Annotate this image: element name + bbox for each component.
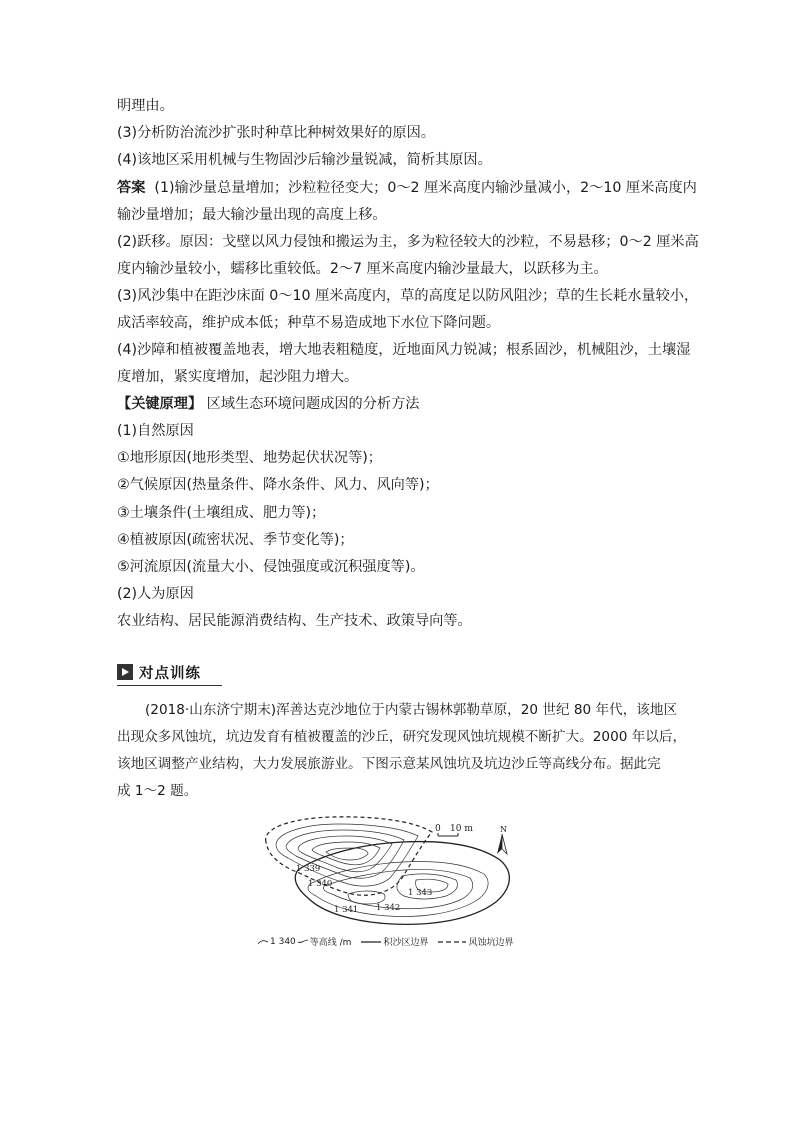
natural-causes-heading: (1)自然原因 — [117, 423, 194, 439]
text-line: 明理由。 — [117, 98, 174, 114]
contour-map-figure — [252, 814, 532, 929]
contour-label: 1 341 — [334, 905, 359, 915]
key-principle-label: 【关键原理】 — [117, 396, 203, 412]
contour-label: 1 340 — [308, 879, 333, 889]
answer-text: (1)输沙量总量增加；沙粒粒径变大；0～2 厘米高度内输沙量减小，2～10 厘米高度内 — [154, 180, 697, 196]
question-4: (4)该地区采用机械与生物固沙后输沙量锐减，简析其原因。 — [117, 152, 492, 168]
contour-label: 1 343 — [408, 888, 433, 898]
list-item: ④植被原因(疏密状况、季节变化等)； — [117, 532, 354, 548]
legend-contour-sample: 1 340 — [270, 936, 296, 947]
answer-line-7: (4)沙障和植被覆盖地表，增大地表粗糙度，近地面风力锐减；根系固沙，机械阻沙，土壤湿 — [117, 342, 691, 358]
dashed-line-icon — [438, 939, 466, 945]
contour-line-symbol-icon — [298, 938, 308, 946]
list-item: ①地形原因(地形类型、地势起伏状况等)； — [117, 450, 382, 466]
section-underline — [117, 685, 222, 686]
question-3: (3)分析防治流沙扩张时种草比种树效果好的原因。 — [117, 125, 436, 141]
answer-line-6: 成活率较高，维护成本低；种草不易造成地下水位下降问题。 — [117, 315, 501, 331]
solid-line-icon — [361, 939, 381, 945]
answer-line-3: (2)跃移。原因：戈壁以风力侵蚀和搬运为主，多为粒径较大的沙粒，不易悬移；0～2 厘米高 — [117, 234, 699, 250]
key-principle-title: 区域生态环境问题成因的分析方法 — [206, 396, 420, 412]
section-header — [117, 660, 222, 684]
figure-legend — [258, 935, 548, 948]
question-stem-line-2: 出现众多风蚀坑，坑边发育有植被覆盖的沙丘，研究发现风蚀坑规模不断扩大。2000 年以后， — [117, 729, 687, 745]
section-title: 对点训练 — [139, 665, 201, 682]
legend-pit-boundary — [438, 935, 513, 948]
answer-line-2: 输沙量增加；最大输沙量出现的高度上移。 — [117, 207, 387, 223]
list-item: ⑤河流原因(流量大小、侵蚀强度或沉积强度等)。 — [117, 559, 425, 575]
list-item: ②气候原因(热量条件、降水条件、风力、风向等)； — [117, 477, 439, 493]
human-causes-heading: (2)人为原因 — [117, 586, 194, 602]
answer-line-4: 度内输沙量较小，蠕移比重较低。2～7 厘米高度内输沙量最大，以跃移为主。 — [117, 261, 608, 277]
question-stem-line-3: 该地区调整产业结构，大力发展旅游业。下图示意某风蚀坑及坑边沙丘等高线分布。据此完 — [117, 756, 661, 772]
legend-contour — [258, 935, 351, 948]
key-principle-line — [117, 394, 697, 414]
wind-pit-boundary — [266, 817, 432, 895]
scale-length-label: 10 m — [450, 824, 473, 834]
list-item: ③土壤条件(土壤组成、肥力等)； — [117, 505, 326, 521]
play-triangle-icon — [117, 664, 133, 680]
legend-contour-text: 等高线 /m — [309, 938, 352, 948]
legend-pit-text: 风蚀坑边界 — [468, 938, 514, 948]
legend-sand-boundary — [361, 935, 428, 948]
contour-label: 1 342 — [376, 903, 401, 913]
answer-label: 答案 — [117, 180, 146, 196]
human-causes-text: 农业结构、居民能源消费结构、生产技术、政策导向等。 — [117, 613, 472, 629]
question-stem-line-4: 成 1～2 题。 — [117, 783, 198, 799]
north-arrow-icon — [497, 834, 507, 854]
answer-line-8: 度增加，紧实度增加，起沙阻力增大。 — [117, 369, 359, 385]
contour-line-symbol-icon — [258, 938, 268, 946]
scale-zero-label: 0 — [435, 824, 441, 834]
north-label: N — [500, 825, 507, 834]
legend-sand-text: 积沙区边界 — [383, 938, 429, 948]
question-stem-line-1: (2018·山东济宁期末)浑善达克沙地位于内蒙古锡林郭勒草原，20 世纪 80 年代，该地区 — [145, 702, 678, 718]
answer-line-5: (3)风沙集中在距沙床面 0～10 厘米高度内，草的高度足以防风阻沙；草的生长耗水量较小， — [117, 288, 699, 304]
contour-label: 1 339 — [296, 864, 321, 874]
answer-line-1 — [117, 178, 697, 198]
